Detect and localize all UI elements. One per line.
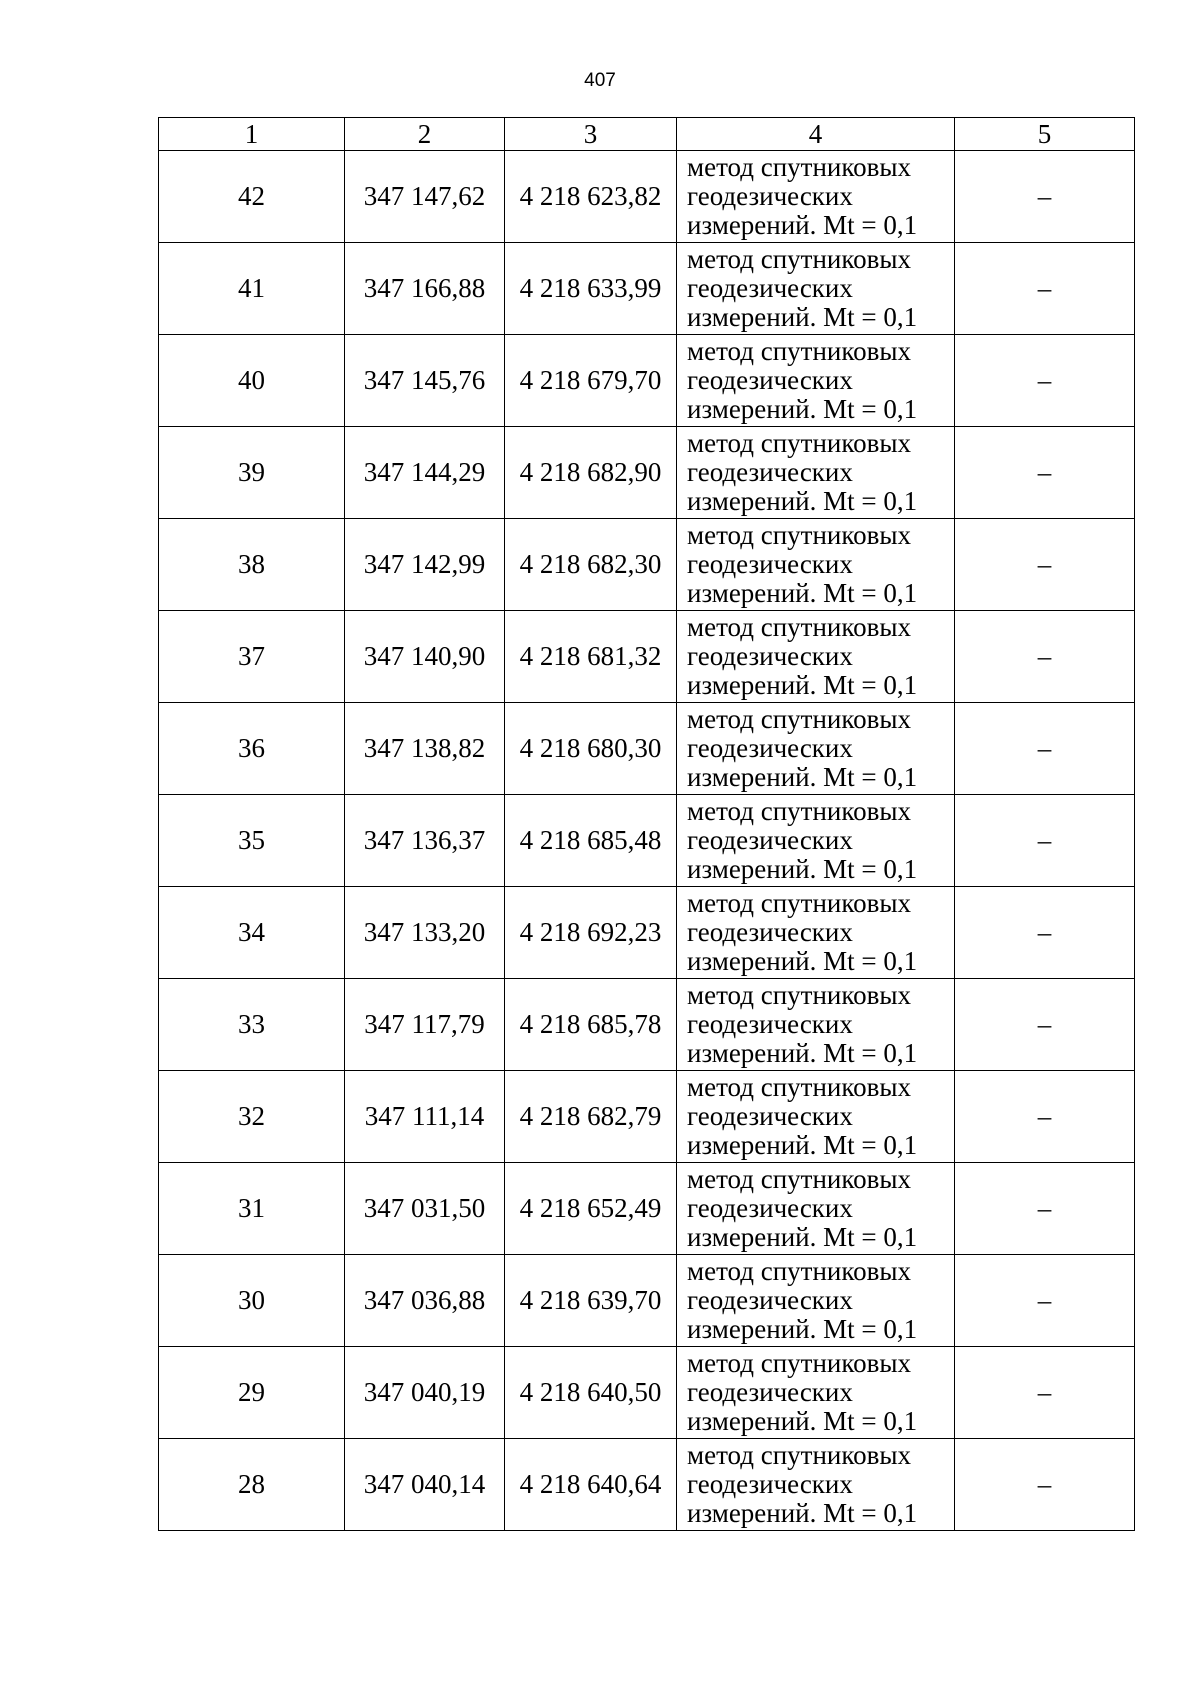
method-line: геодезических [687,181,853,211]
method-line: измерений. Mt = 0,1 [687,1130,918,1160]
note-cell: – [955,703,1135,795]
y-coordinate-cell: 4 218 639,70 [505,1255,677,1347]
method-line: метод спутниковых [687,336,911,366]
note-cell: – [955,887,1135,979]
x-coordinate-cell: 347 117,79 [345,979,505,1071]
x-coordinate-cell: 347 036,88 [345,1255,505,1347]
table-row [159,1163,1135,1255]
method-cell [677,1071,955,1163]
method-cell [677,703,955,795]
method-line: геодезических [687,1469,853,1499]
method-line: метод спутниковых [687,796,911,826]
x-coordinate-cell: 347 040,19 [345,1347,505,1439]
method-cell [677,979,955,1071]
method-line: геодезических [687,1009,853,1039]
y-coordinate-cell: 4 218 682,79 [505,1071,677,1163]
method-cell [677,151,955,243]
note-cell: – [955,1439,1135,1531]
method-line: метод спутниковых [687,1440,911,1470]
table-row [159,427,1135,519]
point-number-cell: 34 [159,887,345,979]
method-line: метод спутниковых [687,1348,911,1378]
x-coordinate-cell: 347 111,14 [345,1071,505,1163]
method-cell [677,243,955,335]
table-row [159,1071,1135,1163]
x-coordinate-cell: 347 147,62 [345,151,505,243]
point-number-cell: 41 [159,243,345,335]
y-coordinate-cell: 4 218 640,50 [505,1347,677,1439]
method-line: метод спутниковых [687,1256,911,1286]
y-coordinate-cell: 4 218 640,64 [505,1439,677,1531]
y-coordinate-cell: 4 218 685,78 [505,979,677,1071]
y-coordinate-cell: 4 218 633,99 [505,243,677,335]
method-line: метод спутниковых [687,888,911,918]
method-line: геодезических [687,273,853,303]
method-line: геодезических [687,1193,853,1223]
method-cell [677,427,955,519]
point-number-cell: 38 [159,519,345,611]
method-cell [677,795,955,887]
point-number-cell: 31 [159,1163,345,1255]
method-line: измерений. Mt = 0,1 [687,210,918,240]
note-cell: – [955,1255,1135,1347]
method-cell [677,1347,955,1439]
method-cell [677,519,955,611]
point-number-cell: 29 [159,1347,345,1439]
method-line: измерений. Mt = 0,1 [687,1314,918,1344]
table-row [159,519,1135,611]
table-row [159,1255,1135,1347]
method-line: геодезических [687,1377,853,1407]
point-number-cell: 30 [159,1255,345,1347]
note-cell: – [955,979,1135,1071]
table-row [159,703,1135,795]
y-coordinate-cell: 4 218 682,30 [505,519,677,611]
x-coordinate-cell: 347 133,20 [345,887,505,979]
method-line: измерений. Mt = 0,1 [687,762,918,792]
note-cell: – [955,611,1135,703]
column-header: 3 [505,118,677,151]
note-cell: – [955,243,1135,335]
point-number-cell: 42 [159,151,345,243]
point-number-cell: 39 [159,427,345,519]
table-row [159,887,1135,979]
x-coordinate-cell: 347 040,14 [345,1439,505,1531]
method-line: геодезических [687,1285,853,1315]
point-number-cell: 33 [159,979,345,1071]
note-cell: – [955,795,1135,887]
coordinates-table [158,117,1135,1531]
method-cell [677,1439,955,1531]
table-row [159,1439,1135,1531]
note-cell: – [955,1163,1135,1255]
point-number-cell: 40 [159,335,345,427]
method-line: метод спутниковых [687,980,911,1010]
note-cell: – [955,335,1135,427]
x-coordinate-cell: 347 136,37 [345,795,505,887]
method-line: метод спутниковых [687,612,911,642]
method-line: измерений. Mt = 0,1 [687,486,918,516]
method-line: геодезических [687,733,853,763]
x-coordinate-cell: 347 144,29 [345,427,505,519]
method-cell [677,1255,955,1347]
point-number-cell: 28 [159,1439,345,1531]
method-line: измерений. Mt = 0,1 [687,394,918,424]
method-line: геодезических [687,457,853,487]
point-number-cell: 32 [159,1071,345,1163]
y-coordinate-cell: 4 218 692,23 [505,887,677,979]
x-coordinate-cell: 347 145,76 [345,335,505,427]
y-coordinate-cell: 4 218 681,32 [505,611,677,703]
method-line: геодезических [687,917,853,947]
y-coordinate-cell: 4 218 685,48 [505,795,677,887]
page-number: 407 [584,70,616,91]
y-coordinate-cell: 4 218 682,90 [505,427,677,519]
table-header-row [159,118,1135,151]
x-coordinate-cell: 347 142,99 [345,519,505,611]
method-line: метод спутниковых [687,1072,911,1102]
x-coordinate-cell: 347 140,90 [345,611,505,703]
method-line: метод спутниковых [687,520,911,550]
table-row [159,335,1135,427]
table-row [159,795,1135,887]
table-row [159,979,1135,1071]
method-line: измерений. Mt = 0,1 [687,1038,918,1068]
method-line: измерений. Mt = 0,1 [687,578,918,608]
note-cell: – [955,151,1135,243]
y-coordinate-cell: 4 218 623,82 [505,151,677,243]
y-coordinate-cell: 4 218 680,30 [505,703,677,795]
point-number-cell: 37 [159,611,345,703]
table-row [159,151,1135,243]
method-line: метод спутниковых [687,152,911,182]
x-coordinate-cell: 347 138,82 [345,703,505,795]
method-cell [677,887,955,979]
method-line: геодезических [687,641,853,671]
table-row [159,243,1135,335]
method-line: метод спутниковых [687,428,911,458]
method-line: измерений. Mt = 0,1 [687,670,918,700]
method-line: геодезических [687,365,853,395]
method-cell [677,1163,955,1255]
y-coordinate-cell: 4 218 652,49 [505,1163,677,1255]
method-line: измерений. Mt = 0,1 [687,1498,918,1528]
method-line: измерений. Mt = 0,1 [687,302,918,332]
note-cell: – [955,1071,1135,1163]
note-cell: – [955,1347,1135,1439]
method-line: геодезических [687,549,853,579]
x-coordinate-cell: 347 166,88 [345,243,505,335]
table-row [159,611,1135,703]
method-line: измерений. Mt = 0,1 [687,1406,918,1436]
method-cell [677,611,955,703]
table-row [159,1347,1135,1439]
x-coordinate-cell: 347 031,50 [345,1163,505,1255]
column-header: 1 [159,118,345,151]
method-line: измерений. Mt = 0,1 [687,1222,918,1252]
method-line: измерений. Mt = 0,1 [687,946,918,976]
note-cell: – [955,519,1135,611]
point-number-cell: 35 [159,795,345,887]
method-line: геодезических [687,825,853,855]
method-line: метод спутниковых [687,704,911,734]
method-line: геодезических [687,1101,853,1131]
method-cell [677,335,955,427]
point-number-cell: 36 [159,703,345,795]
note-cell: – [955,427,1135,519]
column-header: 5 [955,118,1135,151]
method-line: измерений. Mt = 0,1 [687,854,918,884]
method-line: метод спутниковых [687,1164,911,1194]
y-coordinate-cell: 4 218 679,70 [505,335,677,427]
column-header: 4 [677,118,955,151]
method-line: метод спутниковых [687,244,911,274]
column-header: 2 [345,118,505,151]
